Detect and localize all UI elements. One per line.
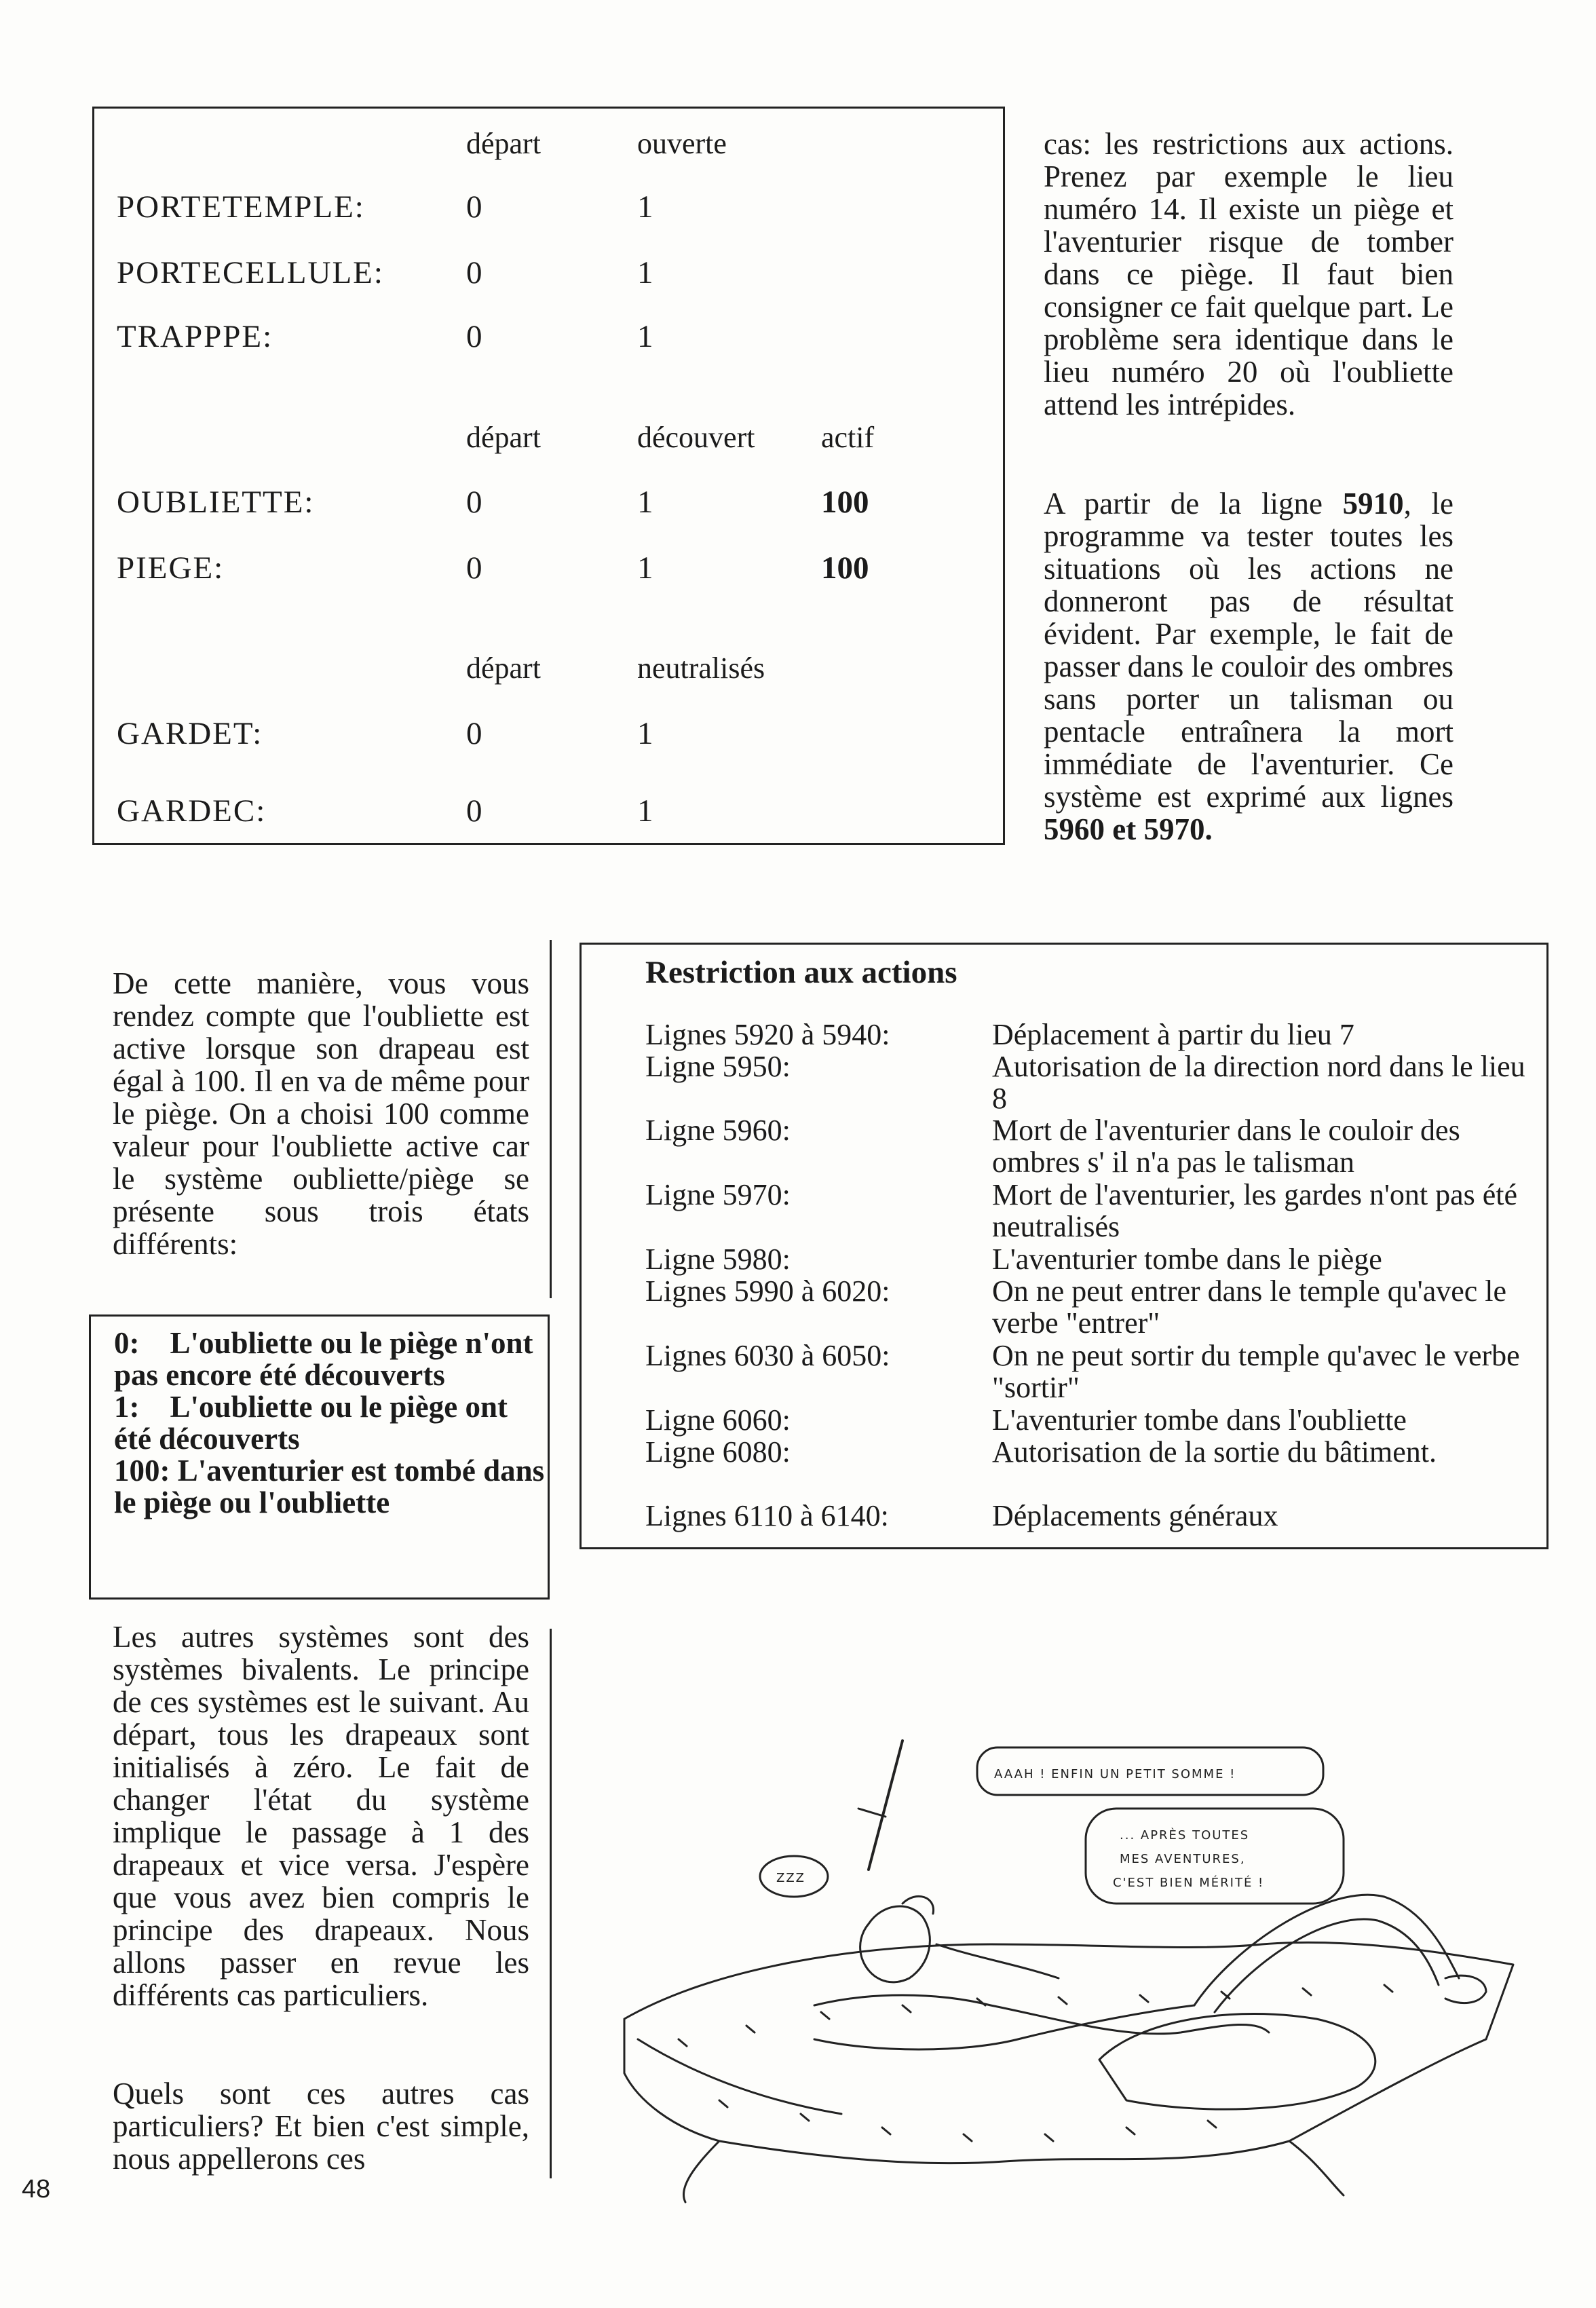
right-paragraph-1: cas: les restrictions aux actions. Prenez par exemple le lieu numéro 14. Il existe un piège et l'aventurier risque de tomber dans ce piège. Il faut bien consigner ce fait quelque part. Le problème sera identique dans le lieu numéro 20 où l'oubliette attend les intrépides. <box>1044 127 1454 421</box>
line-ref: Ligne 6080: <box>645 1435 791 1469</box>
line-ref: Ligne 5970: <box>645 1178 791 1211</box>
left-paragraph-1: De cette manière, vous vous rendez compte que l'oubliette est active lorsque son drapeau est égal à 100. Il en va de même pour le piège. On a choisi 100 comme valeur pour l'oubliette active car le système oubliette/piège se présente sous trois états différents: <box>113 966 529 1261</box>
flag-value: 0 <box>466 485 482 520</box>
bubble-2-line-1: ... APRÈS TOUTES <box>1120 1828 1250 1842</box>
flag-value: 0 <box>466 255 482 290</box>
col-header: neutralisés <box>637 651 765 685</box>
flag-value: 1 <box>637 189 653 225</box>
flag-value: 0 <box>466 550 482 586</box>
flag-value: 1 <box>637 716 653 751</box>
state-1: 1: L'oubliette ou le piège ont été découverts <box>114 1390 508 1456</box>
line-ref: Ligne 6060: <box>645 1403 791 1437</box>
flag-name: PORTECELLULE: <box>117 255 384 290</box>
line-desc: On ne peut sortir du temple qu'avec le verbe "sortir" <box>992 1339 1520 1404</box>
page-number: 48 <box>22 2175 51 2203</box>
flag-name: GARDET: <box>117 716 263 751</box>
flag-value: 1 <box>637 319 653 354</box>
zzz-text: ZZZ <box>776 1871 805 1885</box>
flag-value: 100 <box>821 550 869 586</box>
bubble-1-text: AAAH ! ENFIN UN PETIT SOMME ! <box>994 1767 1236 1781</box>
states-box <box>89 1314 550 1600</box>
line-ref: Ligne 5960: <box>645 1114 791 1147</box>
flag-value: 0 <box>466 793 482 829</box>
line-ref: Lignes 6110 à 6140: <box>645 1499 889 1532</box>
flags-table <box>92 107 1005 845</box>
state-100: 100: L'aventurier est tombé dans le piège ou l'oubliette <box>114 1454 545 1519</box>
col-header: actif <box>821 421 875 454</box>
line-desc: L'aventurier tombe dans l'oubliette <box>992 1403 1407 1437</box>
column-rule <box>550 1629 552 2178</box>
state-0: 0: L'oubliette ou le piège n'ont pas encore été découverts <box>114 1326 533 1392</box>
line-ref: Ligne 5980: <box>645 1243 791 1276</box>
flag-value: 100 <box>821 485 869 520</box>
col-header: départ <box>466 651 541 685</box>
col-header: découvert <box>637 421 755 454</box>
flag-name: PIEGE: <box>117 550 225 586</box>
line-ref: Lignes 5920 à 5940: <box>645 1018 890 1051</box>
line-desc: Mort de l'aventurier dans le couloir des ombres s' il n'a pas le talisman <box>992 1114 1460 1179</box>
col-header: départ <box>466 421 541 454</box>
sleeping-adventurer-illustration <box>584 1720 1561 2209</box>
line-desc: Déplacements généraux <box>992 1499 1278 1532</box>
bubble-2-line-2: MES AVENTURES, <box>1120 1852 1246 1866</box>
line-desc: Autorisation de la sortie du bâtiment. <box>992 1435 1437 1469</box>
flag-value: 0 <box>466 319 482 354</box>
flag-value: 1 <box>637 793 653 829</box>
line-ref: Lignes 6030 à 6050: <box>645 1339 890 1372</box>
flag-value: 1 <box>637 485 653 520</box>
flag-name: PORTETEMPLE: <box>117 189 365 225</box>
line-desc: Déplacement à partir du lieu 7 <box>992 1018 1354 1051</box>
bubble-2-line-3: C'EST BIEN MÉRITÉ ! <box>1113 1876 1265 1890</box>
line-desc: Mort de l'aventurier, les gardes n'ont pas été neutralisés <box>992 1178 1518 1243</box>
restrictions-table <box>580 943 1548 1549</box>
line-ref: Ligne 5950: <box>645 1050 791 1083</box>
flag-value: 0 <box>466 189 482 225</box>
right-paragraph-2: A partir de la ligne 5910, le programme va tester toutes les situations où les actions ne donneront pas de résultat évident. Par exemple, le fait de passer dans le couloir des ombres sans porter un talisman ou pentacle entraînera la mort immédiate de l'aventurier. Ce système est exprimé aux lignes 5960 et 5970. <box>1044 487 1454 846</box>
flag-value: 0 <box>466 716 482 751</box>
column-rule <box>550 940 552 1298</box>
left-paragraph-3: Quels sont ces autres cas particuliers? Et bien c'est simple, nous appellerons ces <box>113 2077 529 2176</box>
flag-name: TRAPPPE: <box>117 319 273 354</box>
line-desc: On ne peut entrer dans le temple qu'avec le verbe "entrer" <box>992 1274 1507 1340</box>
flag-value: 1 <box>637 255 653 290</box>
left-paragraph-2: Les autres systèmes sont des systèmes bivalents. Le principe de ces systèmes est le suivant. Au départ, tous les drapeaux sont initialisés à zéro. Le fait de changer l'état du système implique le passage à 1 des drapeaux et vice versa. J'espère que vous avez bien compris le principe des drapeaux. Nous allons passer en revue les différents cas particuliers. <box>113 1620 529 2012</box>
col-header: départ <box>466 127 541 160</box>
line-ref: Lignes 5990 à 6020: <box>645 1274 890 1308</box>
flag-name: OUBLIETTE: <box>117 485 315 520</box>
line-desc: L'aventurier tombe dans le piège <box>992 1243 1382 1276</box>
col-header: ouverte <box>637 127 727 160</box>
flag-value: 1 <box>637 550 653 586</box>
line-desc: Autorisation de la direction nord dans le lieu 8 <box>992 1050 1525 1115</box>
restrictions-title: Restriction aux actions <box>645 955 957 990</box>
flag-name: GARDEC: <box>117 793 267 829</box>
